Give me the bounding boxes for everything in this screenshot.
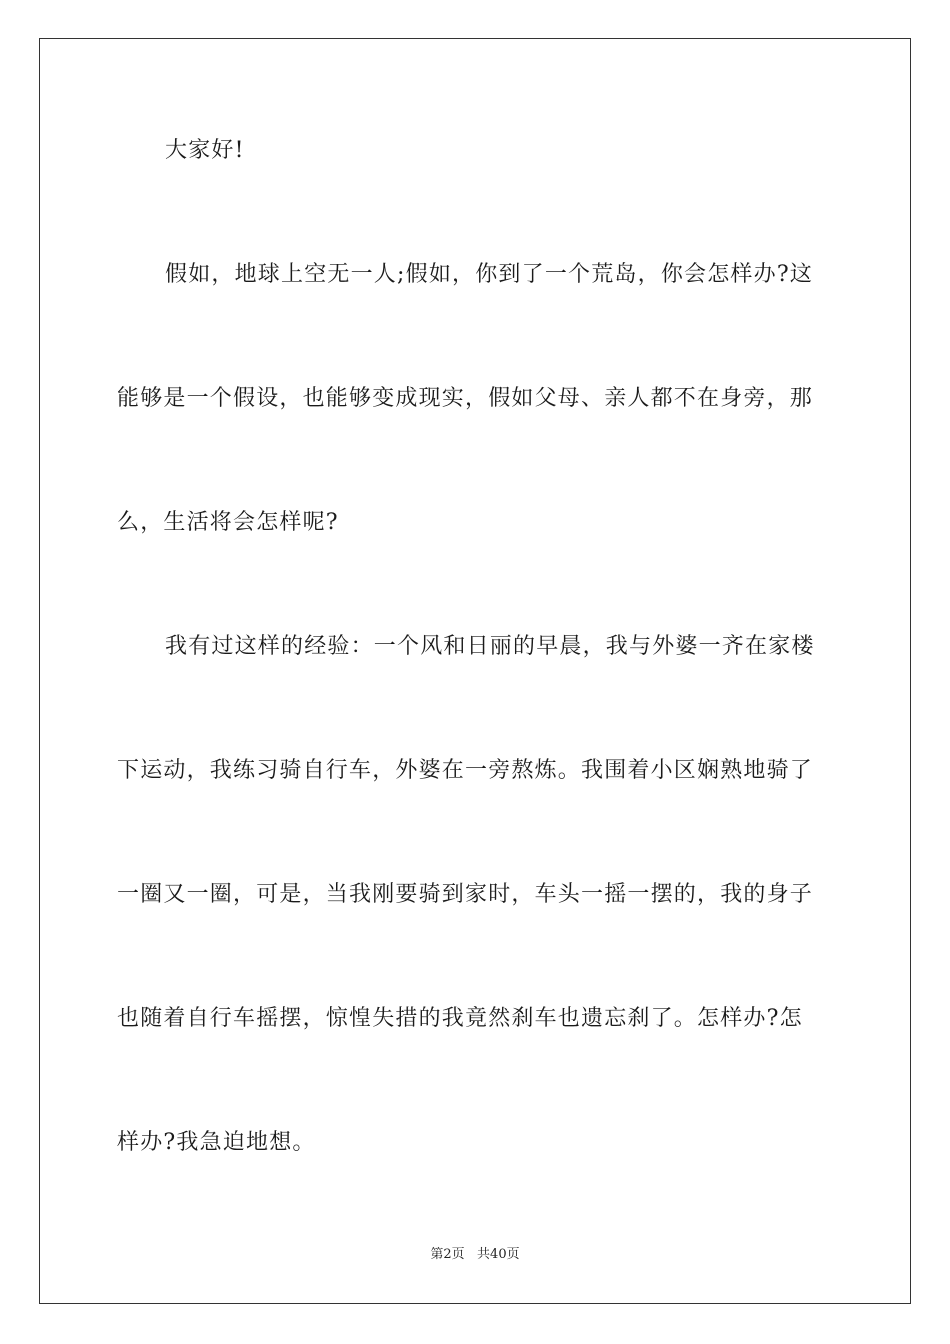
paragraph-2-line-1: 我有过这样的经验：一个风和日丽的早晨，我与外婆一齐在家楼 bbox=[165, 634, 815, 659]
paragraph-1-line-1: 假如，地球上空无一人;假如，你到了一个荒岛，你会怎样办?这 bbox=[165, 262, 814, 287]
paragraph-2-line-2: 下运动，我练习骑自行车，外婆在一旁熬炼。我围着小区娴熟地骑了 bbox=[117, 758, 814, 783]
greeting-line: 大家好! bbox=[165, 138, 245, 163]
page-number-footer: 第2页 共40页 bbox=[430, 1247, 520, 1262]
paragraph-2-line-3: 一圈又一圈，可是，当我刚要骑到家时，车头一摇一摆的，我的身子 bbox=[117, 882, 814, 907]
paragraph-1-line-2: 能够是一个假设，也能够变成现实，假如父母、亲人都不在身旁，那 bbox=[117, 386, 814, 411]
paragraph-2-line-4: 也随着自行车摇摆，惊惶失措的我竟然刹车也遗忘刹了。怎样办?怎 bbox=[117, 1006, 803, 1031]
paragraph-2-line-5: 样办?我急迫地想。 bbox=[117, 1130, 316, 1155]
paragraph-1-line-3: 么，生活将会怎样呢? bbox=[117, 510, 339, 535]
page-border bbox=[39, 38, 911, 1304]
